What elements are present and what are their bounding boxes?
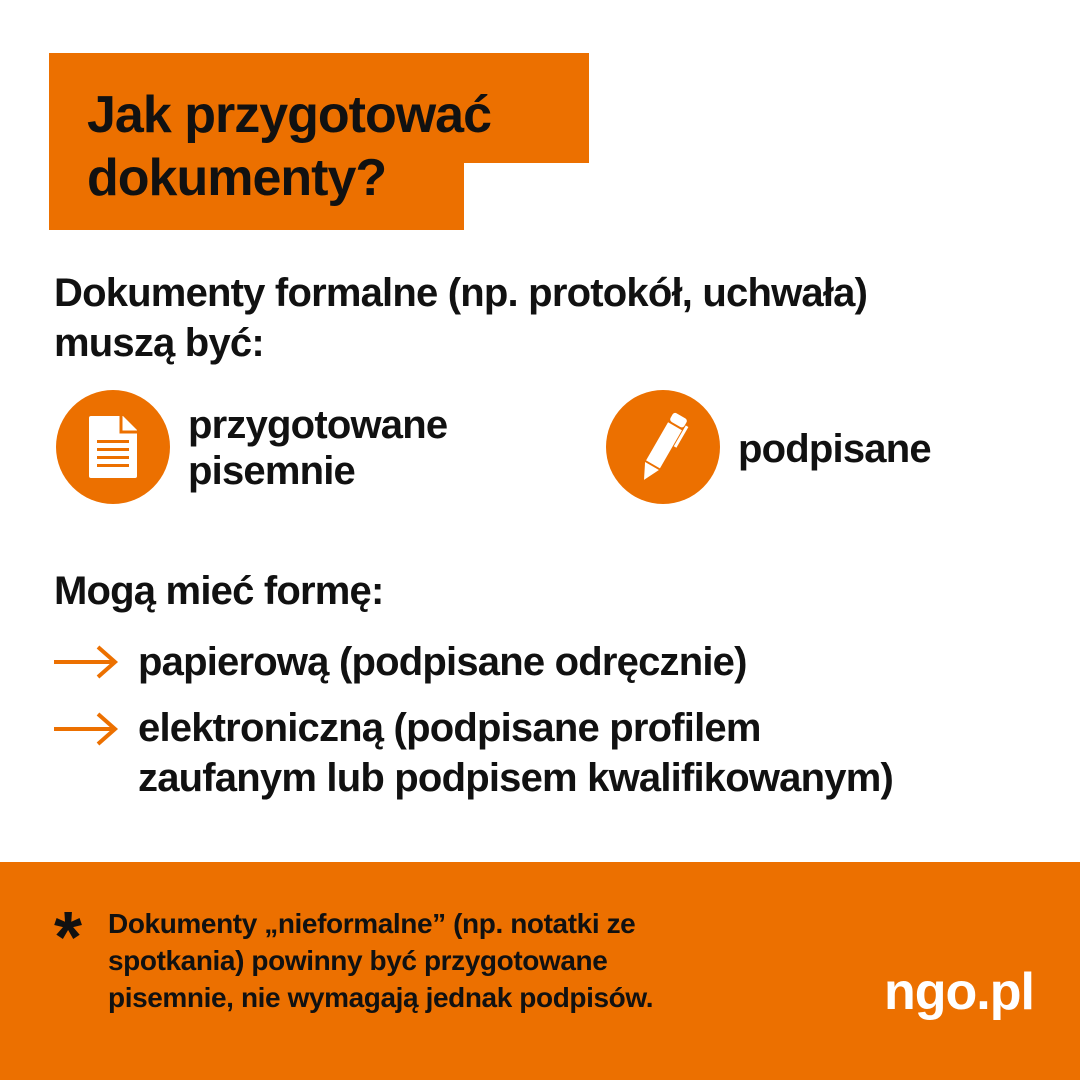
page-title-text-2: dokumenty? <box>87 149 387 207</box>
requirement-signed-line-1: podpisane <box>738 427 931 471</box>
form-item-paper <box>138 637 1038 687</box>
form-item-paper-line-1: papierową (podpisane odręcznie) <box>138 640 747 684</box>
intro-text <box>54 268 1034 368</box>
page-title-line-2 <box>49 150 464 230</box>
form-item-electronic <box>138 703 1038 803</box>
pen-icon <box>606 390 720 504</box>
intro-line-1: Dokumenty formalne (np. protokół, uchwała) <box>54 271 868 315</box>
form-item-electronic-line-2: zaufanym lub podpisem kwalifikowanym) <box>138 756 893 800</box>
logo: ngo.pl <box>884 963 1034 1021</box>
arrow-right-icon <box>52 712 120 746</box>
forms-heading: Mogą mieć formę: <box>54 569 384 613</box>
footer-note-line-3: pisemnie, nie wymagają jednak podpisów. <box>108 982 654 1013</box>
arrow-right-icon <box>52 645 120 679</box>
footer-note-line-2: spotkania) powinny być przygotowane <box>108 945 608 976</box>
requirement-written-line-2: pisemnie <box>188 449 355 493</box>
footer-note <box>108 905 768 1016</box>
asterisk-icon: * <box>54 898 83 978</box>
intro-line-2: muszą być: <box>54 321 264 365</box>
page-title-text-1: Jak przygotować <box>87 86 492 144</box>
document-icon <box>56 390 170 504</box>
requirement-written-line-1: przygotowane <box>188 403 448 447</box>
form-item-electronic-line-1: elektroniczną (podpisane profilem <box>138 706 761 750</box>
requirement-written <box>188 402 548 494</box>
page-title-line-1 <box>49 53 589 163</box>
requirement-signed <box>738 426 931 472</box>
footer-note-line-1: Dokumenty „nieformalne” (np. notatki ze <box>108 908 636 939</box>
